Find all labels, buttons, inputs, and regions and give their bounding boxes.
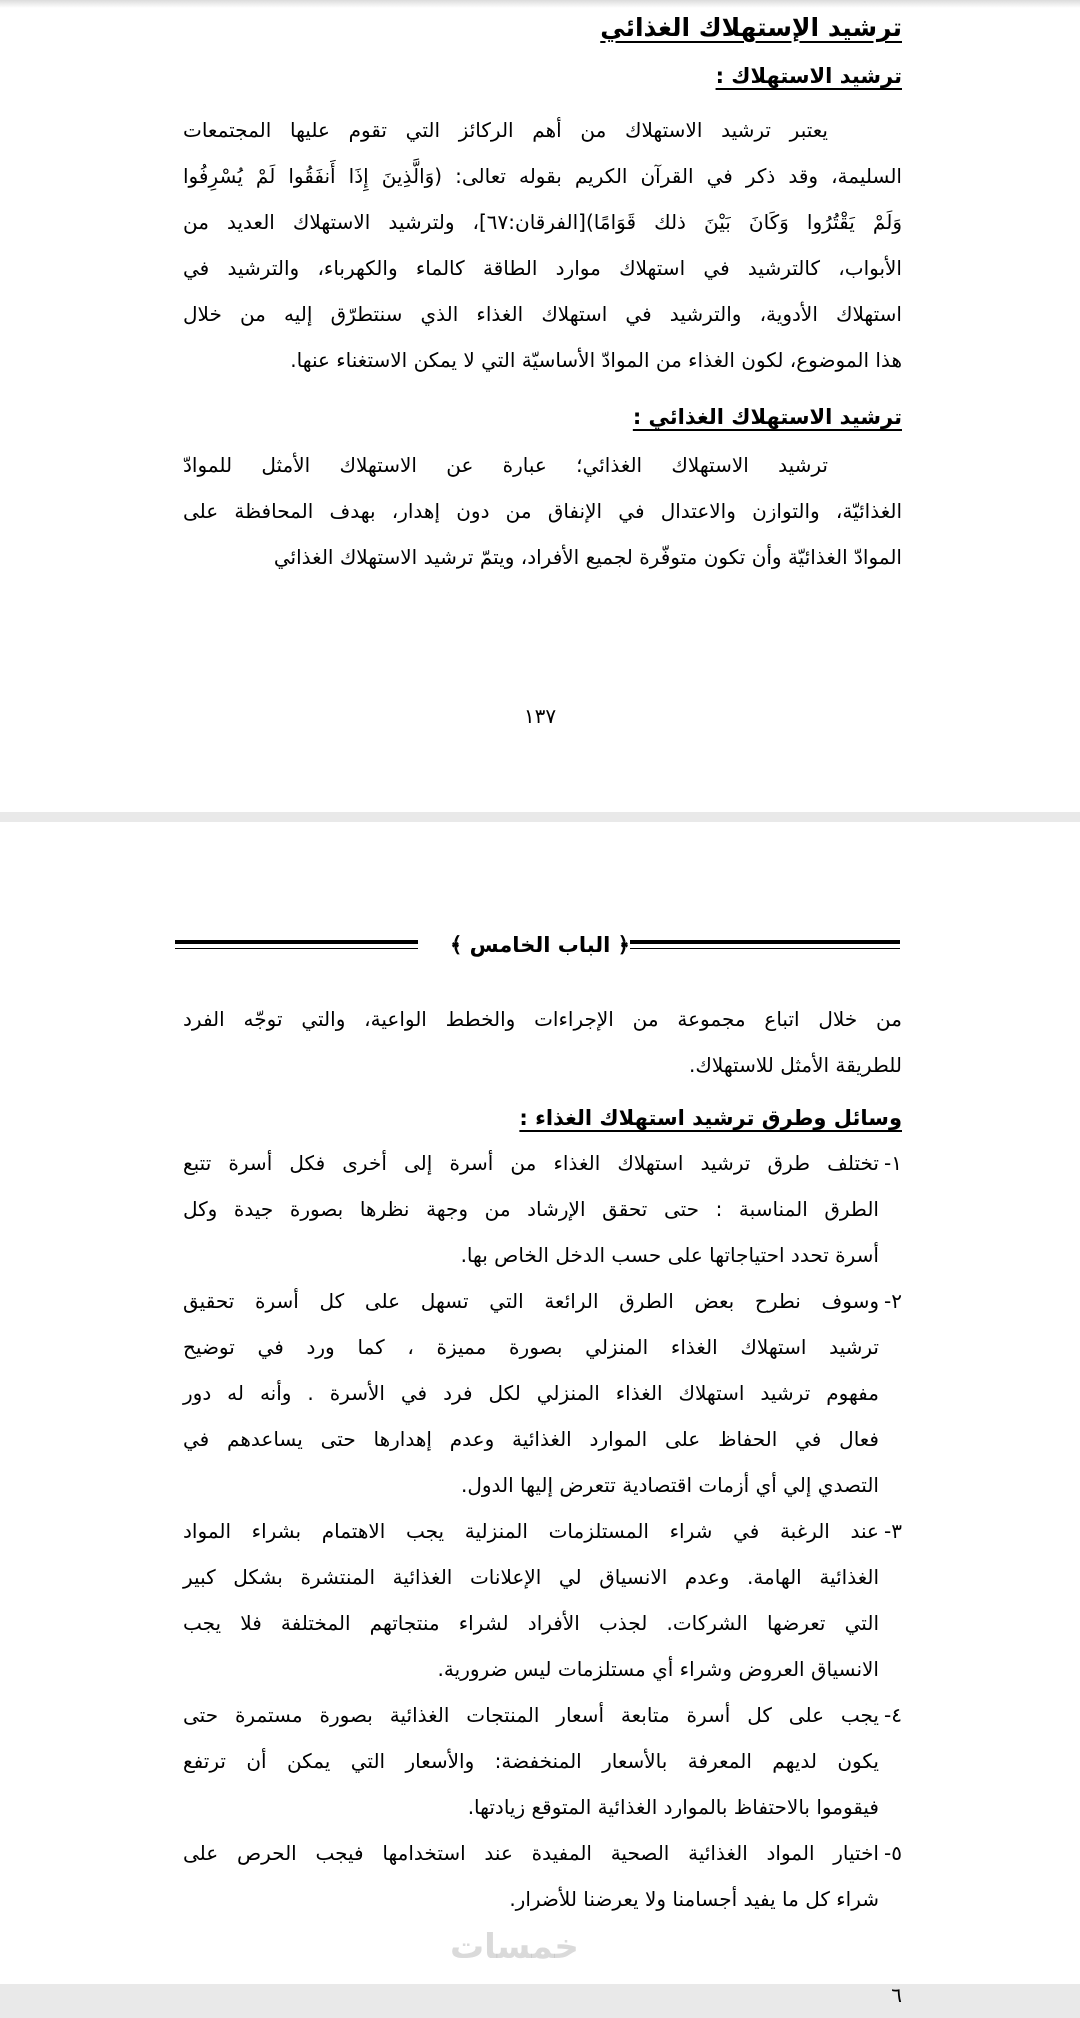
- text-line: ترشيد الاستهلاك الغذائي؛ عبارة عن الاستهلاك الأمثل للموادّ: [183, 453, 828, 477]
- text-line: للطريقة الأمثل للاستهلاك.: [689, 1053, 902, 1077]
- list-item-line: [183, 1186, 902, 1232]
- list-item-line: [183, 1416, 902, 1462]
- section-heading-methods: وسائل وطرق ترشيد استهلاك الغذاء :: [519, 1106, 902, 1130]
- list-item-line: [183, 1462, 902, 1508]
- list-item-line: [183, 1508, 902, 1554]
- document-page-138: [0, 822, 1080, 2007]
- watermark-logo: خمسات: [450, 1927, 579, 1967]
- page-title: ترشيد الإستهلاك الغذائي: [600, 13, 902, 42]
- list-item-text: فعال في الحفاظ على الموارد الغذائية وعدم إهدارها حتى يساعدهم في: [183, 1427, 879, 1451]
- list-item-number: ٣-: [884, 1519, 902, 1543]
- list-item: [183, 1508, 902, 1692]
- paragraph-food-consumption: [183, 442, 902, 580]
- list-item-line: [183, 1692, 902, 1738]
- list-item-text: فيقوموا بالاحتفاظ بالموارد الغذائية المتوقع زيادتها.: [467, 1795, 879, 1819]
- text-line: السليمة، وقد ذكر في القرآن الكريم بقوله تعالى: (وَالَّذِينَ إِذَا أَنفَقُوا لَمْ يُسْرِفُوا: [183, 164, 902, 188]
- list-item: [183, 1692, 902, 1830]
- list-item-number: ٤-: [884, 1703, 902, 1727]
- paragraph-intro: [183, 996, 902, 1088]
- list-item-text: يجب على كل أسرة متابعة أسعار المنتجات الغذائية بصورة مستمرة حتى: [183, 1703, 879, 1727]
- list-item-line: [183, 1278, 902, 1324]
- paragraph-consumption: [183, 107, 902, 383]
- page-number: ١٣٧: [523, 704, 557, 728]
- list-item-text: يكون لديهم المعرفة بالأسعار المنخفضة: والأسعار التي يمكن أن ترتفع: [183, 1749, 879, 1773]
- list-item-line: [183, 1600, 902, 1646]
- list-item-text: شراء كل ما يفيد أجسامنا ولا يعرضنا للأضرار.: [509, 1887, 879, 1911]
- list-item-text: أسرة تحدد احتياجاتها على حسب الدخل الخاص بها.: [460, 1243, 879, 1267]
- list-item-text: عند الرغبة في شراء المستلزمات المنزلية يجب الاهتمام بشراء المواد: [183, 1519, 879, 1543]
- chapter-heading: ﴿ الباب الخامس ﴾: [450, 933, 630, 957]
- list-item: [183, 1278, 902, 1508]
- list-item-text: التصدي إلي أي أزمات اقتصادية تتعرض إليها الدول.: [460, 1473, 879, 1497]
- text-line: وَلَمْ يَقْتُرُوا وَكَانَ بَيْنَ ذلك قَوَامًا)[الفرقان:٦٧]، ولترشيد الاستهلاك العديد من: [183, 210, 902, 234]
- list-item-text: الغذائية الهامة. وعدم الانسياق لي الإعلانات الغذائية المنتشرة بشكل كبير: [183, 1565, 879, 1589]
- list-item-text: ترشيد استهلاك الغذاء المنزلي بصورة مميزة ، كما ورد في توضيح: [183, 1335, 879, 1359]
- text-line: الغذائيّة، والتوازن والاعتدال في الإنفاق من دون إهدار، بهدف المحافظة على: [183, 499, 902, 523]
- cut-off-item-number: ٦: [891, 1983, 902, 2007]
- text-line: هذا الموضوع، لكون الغذاء من الموادّ الأساسيّة التي لا يمكن الاستغناء عنها.: [290, 348, 902, 372]
- list-item-line: [183, 1830, 902, 1876]
- list-item-line: [183, 1784, 902, 1830]
- section-heading-consumption: ترشيد الاستهلاك :: [715, 64, 902, 88]
- list-item-line: [183, 1324, 902, 1370]
- list-item-line: [183, 1370, 902, 1416]
- list-item-number: ٢-: [884, 1289, 902, 1313]
- list-item-text: وسوف نطرح بعض الطرق الرائعة التي تسهل على كل أسرة تحقيق: [183, 1289, 879, 1313]
- list-item: [183, 1830, 902, 1922]
- list-item-text: تختلف طرق ترشيد استهلاك الغذاء من أسرة إلى أخرى فكل أسرة تتبع: [183, 1151, 879, 1175]
- list-item: [183, 1140, 902, 1278]
- text-line: من خلال اتباع مجموعة من الإجراءات والخطط الواعية، والتي توجّه الفرد: [183, 1007, 902, 1031]
- page-shadow: [0, 0, 1080, 8]
- list-item-text: التي تعرضها الشركات. لجذب الأفراد لشراء منتجاتهم المختلفة فلا يجب: [183, 1611, 879, 1635]
- list-item-number: ٥-: [884, 1841, 902, 1865]
- text-line: يعتبر ترشيد الاستهلاك من أهم الركائز التي تقوم عليها المجتمعات: [183, 118, 828, 142]
- text-line: الأبواب، كالترشيد في استهلاك موارد الطاقة كالماء والكهرباء، والترشيد في: [183, 256, 902, 280]
- document-page-137: [0, 0, 1080, 812]
- list-item-line: [183, 1876, 902, 1922]
- list-item-text: مفهوم ترشيد استهلاك الغذاء المنزلي لكل فرد في الأسرة . وأنه له دور: [183, 1381, 879, 1405]
- list-item-line: [183, 1140, 902, 1186]
- text-line: استهلاك الأدوية، والترشيد في استهلاك الغذاء الذي سنتطرّق إليه من خلال: [183, 302, 902, 326]
- list-item-number: ١-: [884, 1151, 902, 1175]
- list-item-text: الانسياق العروض وشراء أي مستلزمات ليس ضرورية.: [437, 1657, 879, 1681]
- list-item-text: الطرق المناسبة : حتى تحقق الإرشاد من وجهة نظرها بصورة جيدة وكل: [183, 1197, 879, 1221]
- list-item-text: اختيار المواد الغذائية الصحية المفيدة عند استخدامها فيجب الحرص على: [183, 1841, 879, 1865]
- list-item-line: [183, 1554, 902, 1600]
- list-item-line: [183, 1738, 902, 1784]
- list-item-line: [183, 1646, 902, 1692]
- section-heading-food-consumption: ترشيد الاستهلاك الغذائي :: [632, 405, 902, 429]
- methods-list: [183, 1140, 902, 1922]
- text-line: الموادّ الغذائيّة وأن تكون متوفّرة لجميع الأفراد، ويتمّ ترشيد الاستهلاك الغذائي: [273, 545, 902, 569]
- list-item-line: [183, 1232, 902, 1278]
